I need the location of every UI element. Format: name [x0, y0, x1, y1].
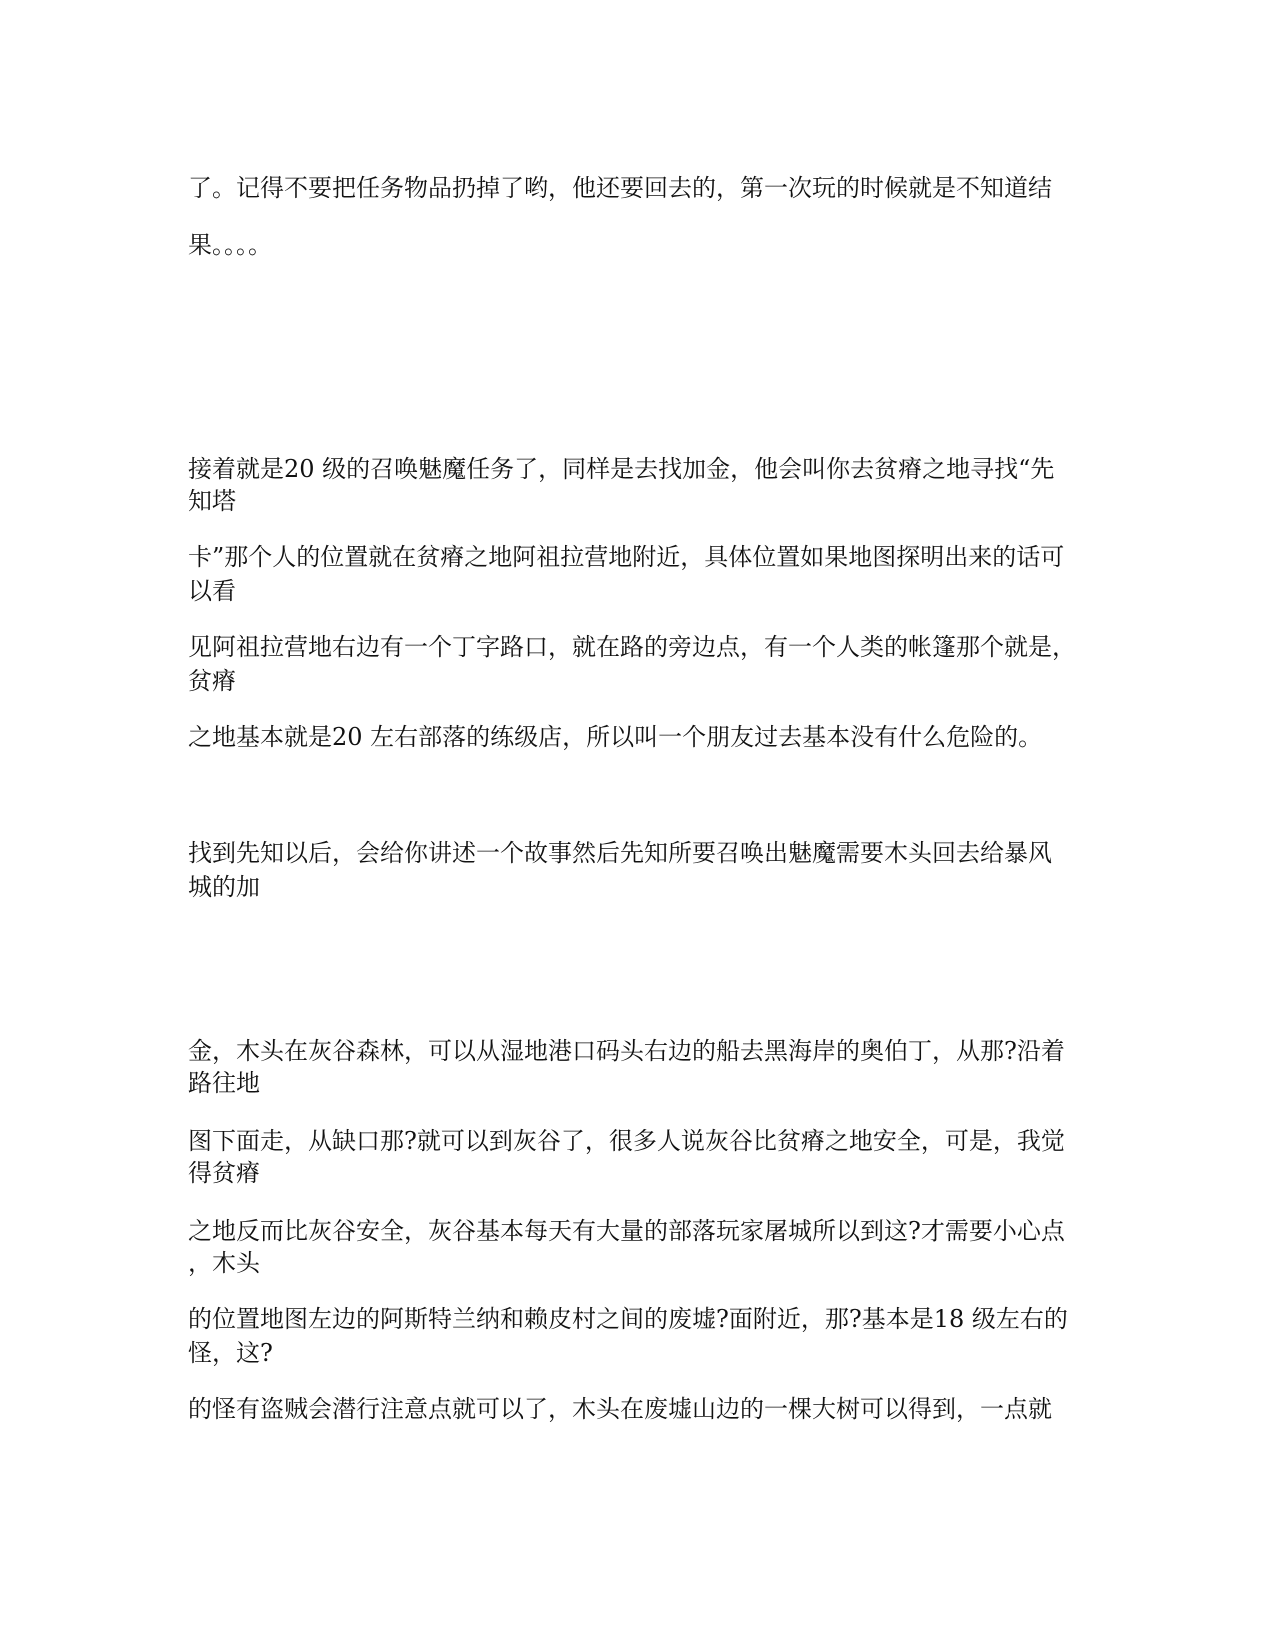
text-line: 见阿祖拉营地右边有一个丁字路口，就在路的旁边点，有一个人类的帐篷那个就是，	[188, 633, 1076, 661]
text-line: 贫瘠	[188, 667, 236, 695]
text-line: 图下面走，从缺口那?就可以到灰谷了，很多人说灰谷比贫瘠之地安全，可是，我觉	[188, 1127, 1065, 1155]
text-line: 的怪有盗贼会潜行注意点就可以了，木头在废墟山边的一棵大树可以得到，一点就	[188, 1395, 1052, 1423]
text-line: 果。。。。	[188, 231, 272, 259]
text-line: 以看	[188, 577, 236, 605]
text-line: 知塔	[188, 487, 236, 515]
text-line: 了。记得不要把任务物品扔掉了哟，他还要回去的，第一次玩的时候就是不知道结	[188, 174, 1052, 202]
text-line: 金，木头在灰谷森林，可以从湿地港口码头右边的船去黑海岸的奥伯丁，从那?沿着	[188, 1037, 1065, 1065]
text-line: 卡”那个人的位置就在贫瘠之地阿祖拉营地附近，具体位置如果地图探明出来的话可	[188, 543, 1065, 571]
text-line: 的位置地图左边的阿斯特兰纳和赖皮村之间的废墟?面附近，那?基本是18 级左右的	[188, 1305, 1068, 1333]
text-line: 之地基本就是20 左右部落的练级店，所以叫一个朋友过去基本没有什么危险的。	[188, 723, 1043, 751]
text-line: 接着就是20 级的召唤魅魔任务了，同样是去找加金，他会叫你去贫瘠之地寻找“先	[188, 455, 1055, 483]
text-line: 城的加	[188, 873, 260, 901]
text-line: 怪，这?	[188, 1339, 273, 1367]
text-line: 路往地	[188, 1069, 260, 1097]
text-line: 得贫瘠	[188, 1159, 260, 1187]
text-line: ，木头	[188, 1249, 260, 1277]
text-line: 之地反而比灰谷安全，灰谷基本每天有大量的部落玩家屠城所以到这?才需要小心点	[188, 1217, 1065, 1245]
text-line: 找到先知以后，会给你讲述一个故事然后先知所要召唤出魅魔需要木头回去给暴风	[188, 839, 1052, 867]
